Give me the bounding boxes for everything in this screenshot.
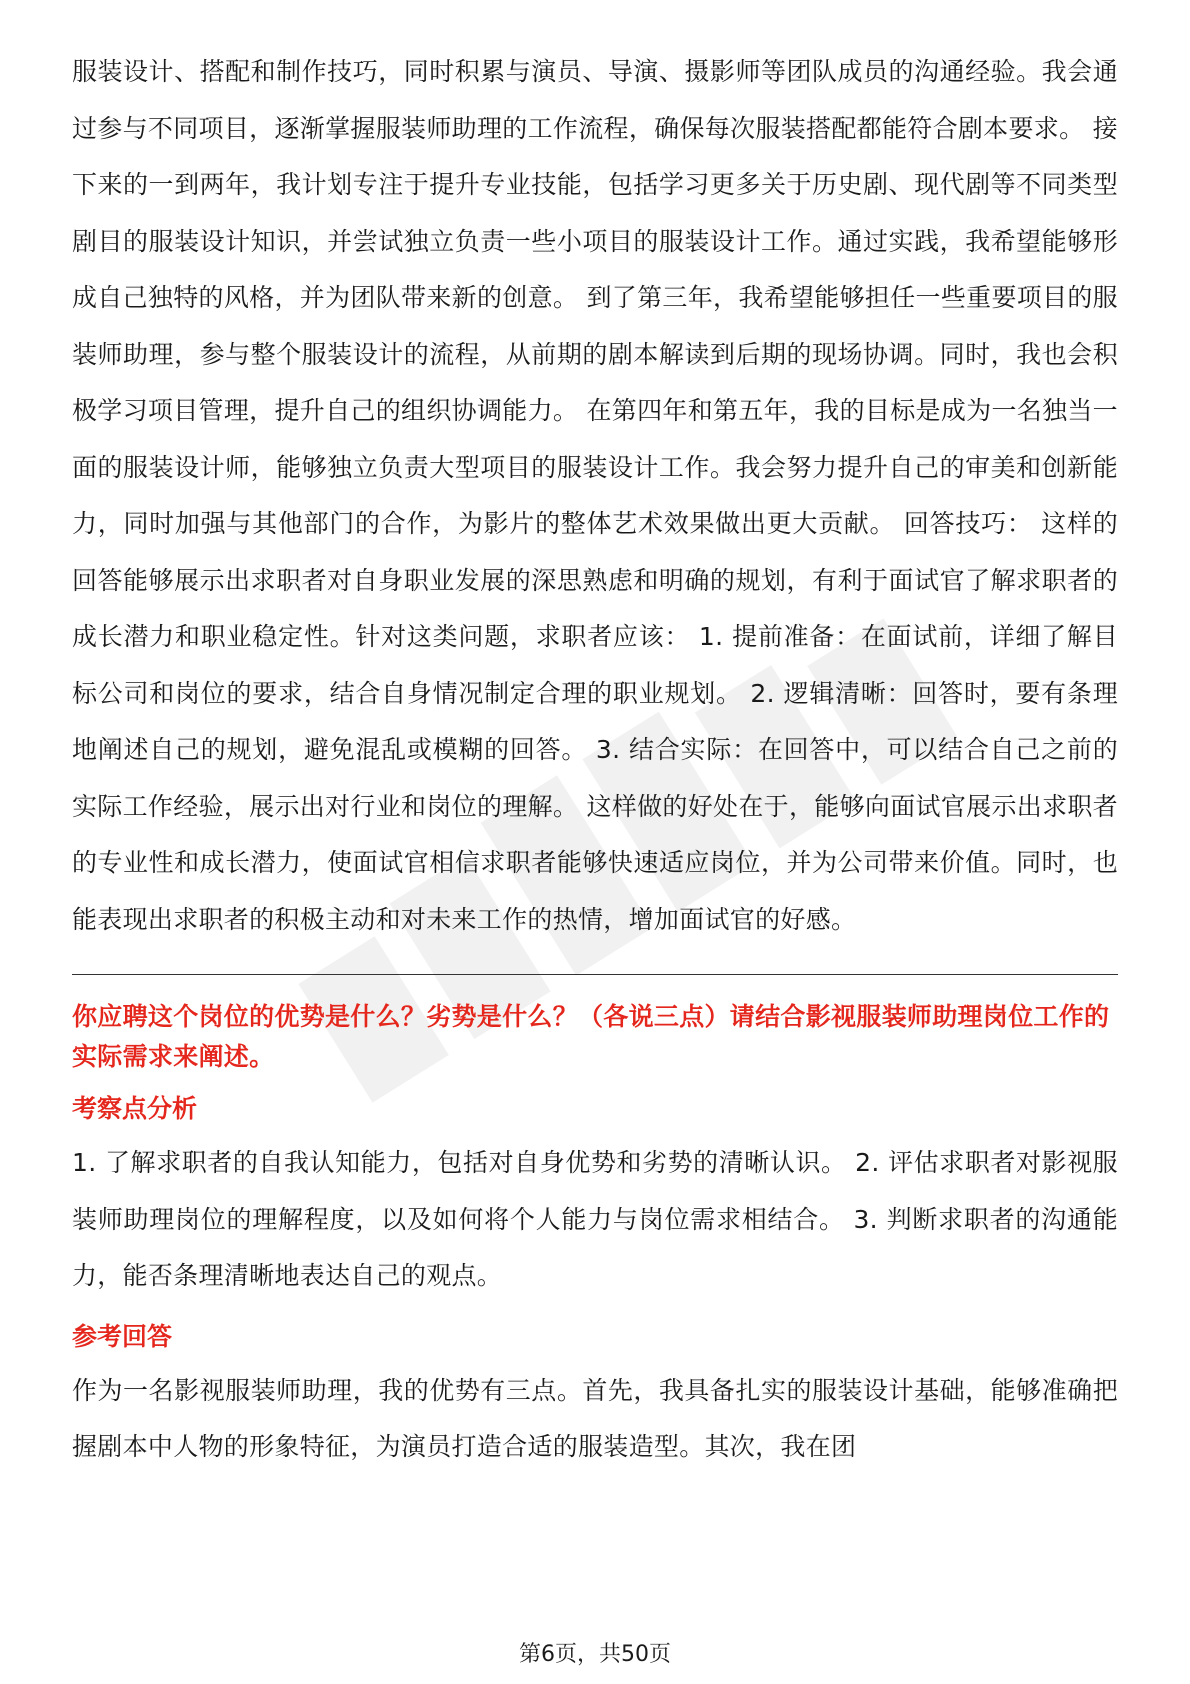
reference-answer-heading: 参考回答 [72,1321,173,1351]
page-number: 第6页，共50页 [519,1642,671,1667]
body-paragraph: 服装设计、搭配和制作技巧，同时积累与演员、导演、摄影师等团队成员的沟通经验。我会通过参与不同项目，逐渐掌握服装师助理的工作流程，确保每次服装搭配都能符合剧本要求。 接下来的一到两年，我计划专注于提升专业技能，包括学习更多关于历史剧、现代剧等不同类型剧目的服装设计知识，并尝试独立负责一些小项目的服装设计工作。通过实践，我希望能够形成自己独特的风格，并为团队带来新的创意。 到了第三年，我希望能够担任一些重要项目的服装师助理，参与整个服装设计的流程，从前期的剧本解读到后期的现场协调。同时，我也会积极学习项目管理，提升自己的组织协调能力。 在第四年和第五年，我的目标是成为一名独当一面的服装设计师，能够独立负责大型项目的服装设计工作。我会努力提升自己的审美和创新能力，同时加强与其他部门的合作，为影片的整体艺术效果做出更大贡献。 回答技巧： 这样的回答能够展示出求职者对自身职业发展的深思熟虑和明确的规划，有利于面试官了解求职者的成长潜力和职业稳定性。针对这类问题，求职者应该： 1. 提前准备：在面试前，详细了解目标公司和岗位的要求，结合自身情况制定合理的职业规划。 2. 逻辑清晰：回答时，要有条理地阐述自己的规划，避免混乱或模糊的回答。 3. 结合实际：在回答中，可以结合自己之前的实际工作经验，展示出对行业和岗位的理解。 这样做的好处在于，能够向面试官展示出求职者的专业性和成长潜力，使面试官相信求职者能够快速适应岗位，并为公司带来价值。同时，也能表现出求职者的积极主动和对未来工作的热情，增加面试官的好感。 [72,57,1118,934]
section-divider [72,974,1118,975]
analysis-heading: 考察点分析 [72,1094,198,1123]
reference-answer-paragraph: 作为一名影视服装师助理，我的优势有三点。首先，我具备扎实的服装设计基础，能够准确把握剧本中人物的形象特征，为演员打造合适的服装造型。其次，我在团 [72,1375,1118,1461]
document-content [72,44,1118,1476]
analysis-paragraph: 1. 了解求职者的自我认知能力，包括对自身优势和劣势的清晰认识。 2. 评估求职者对影视服装师助理岗位的理解程度，以及如何将个人能力与岗位需求相结合。 3. 判断求职者的沟通能力，能否条理清晰地表达自己的观点。 [72,1148,1118,1290]
interview-question: 你应聘这个岗位的优势是什么？劣势是什么？（各说三点）请结合影视服装师助理岗位工作的实际需求来阐述。 [72,1002,1110,1071]
